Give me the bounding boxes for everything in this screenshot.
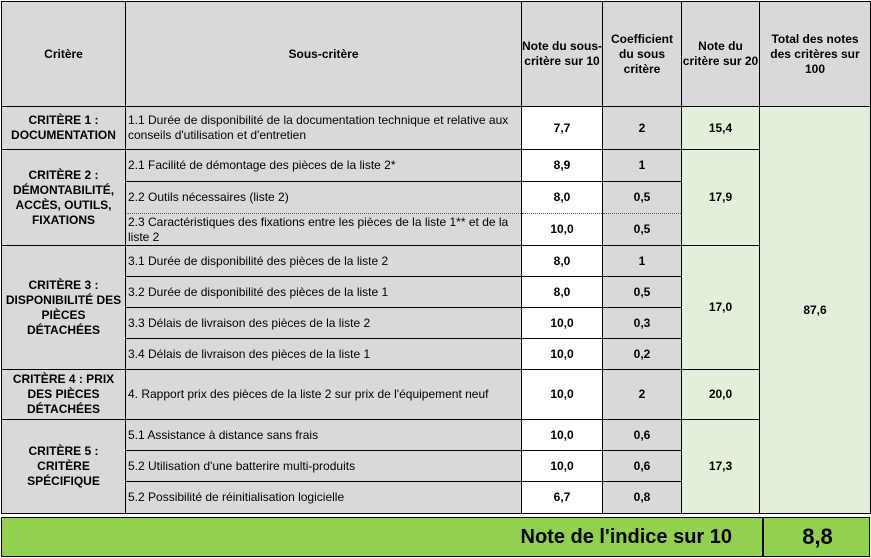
- note-sous-critere: 10,0: [522, 339, 603, 370]
- coefficient: 0,5: [603, 277, 682, 308]
- note-sous-critere: 10,0: [522, 451, 603, 482]
- header-sous-critere: Sous-critère: [126, 2, 522, 107]
- sous-critere-5-1: 5.1 Assistance à distance sans frais: [126, 420, 522, 451]
- critere-1-label: CRITÈRE 1 : DOCUMENTATION: [2, 107, 126, 150]
- total-score: 87,6: [760, 107, 871, 514]
- note-sous-critere: 10,0: [522, 308, 603, 339]
- sous-critere-5-3: 5.2 Possibilité de réinitialisation logicielle: [126, 482, 522, 514]
- header-coefficient: Coefficient du sous critère: [603, 2, 682, 107]
- coefficient: 1: [603, 150, 682, 182]
- note-sous-critere: 8,0: [522, 277, 603, 308]
- table-row: [2, 420, 871, 451]
- coefficient: 1: [603, 246, 682, 277]
- index-score-label: Note de l'indice sur 10: [520, 526, 732, 548]
- coefficient: 0,5: [603, 214, 682, 246]
- critere-5-note: 17,3: [682, 420, 760, 514]
- sous-critere-5-2: 5.2 Utilisation d'une batterire multi-produits: [126, 451, 522, 482]
- note-sous-critere: 10,0: [522, 214, 603, 246]
- note-sous-critere: 6,7: [522, 482, 603, 514]
- table-row: [2, 150, 871, 182]
- note-sous-critere: 10,0: [522, 370, 603, 420]
- note-sous-critere: 8,0: [522, 182, 603, 214]
- coefficient: 0,6: [603, 420, 682, 451]
- score-table: [1, 1, 871, 514]
- index-score-value: 8,8: [762, 518, 871, 556]
- critere-2-label: CRITÈRE 2 : DÉMONTABILITÉ, ACCÈS, OUTILS, FIXATIONS: [2, 150, 126, 246]
- critere-5-label: CRITÈRE 5 : CRITÈRE SPÉCIFIQUE: [2, 420, 126, 514]
- table-row: [2, 370, 871, 420]
- sous-critere-4: 4. Rapport prix des pièces de la liste 2 sur prix de l'équipement neuf: [126, 370, 522, 420]
- table-row: [2, 246, 871, 277]
- critere-4-label: CRITÈRE 4 : PRIX DES PIÈCES DÉTACHÉES: [2, 370, 126, 420]
- sous-critere-2-1: 2.1 Facilité de démontage des pièces de la liste 2*: [126, 150, 522, 182]
- critere-3-label: CRITÈRE 3 : DISPONIBILITÉ DES PIÈCES DÉTACHÉES: [2, 246, 126, 370]
- coefficient: 2: [603, 107, 682, 150]
- coefficient: 0,8: [603, 482, 682, 514]
- sous-critere-2-3: 2.3 Caractéristiques des fixations entre les pièces de la liste 1** et de la liste 2: [126, 214, 522, 246]
- critere-3-note: 17,0: [682, 246, 760, 370]
- sous-critere-3-3: 3.3 Délais de livraison des pièces de la liste 2: [126, 308, 522, 339]
- header-total: Total des notes des critères sur 100: [760, 2, 871, 107]
- header-critere: Critère: [2, 2, 126, 107]
- coefficient: 0,3: [603, 308, 682, 339]
- critere-4-note: 20,0: [682, 370, 760, 420]
- sous-critere-2-2: 2.2 Outils nécessaires (liste 2): [126, 182, 522, 214]
- header-row: [2, 2, 871, 107]
- note-sous-critere: 8,9: [522, 150, 603, 182]
- index-score-bar: [1, 517, 870, 557]
- table-row: [2, 107, 871, 150]
- sous-critere-3-2: 3.2 Durée de disponibilité des pièces de la liste 1: [126, 277, 522, 308]
- sous-critere-1-1: 1.1 Durée de disponibilité de la documentation technique et relative aux conseils d'utilisation et d'entretien: [126, 107, 522, 150]
- header-note-sous-critere: Note du sous-critère sur 10: [522, 2, 603, 107]
- critere-1-note: 15,4: [682, 107, 760, 150]
- note-sous-critere: 8,0: [522, 246, 603, 277]
- note-sous-critere: 7,7: [522, 107, 603, 150]
- coefficient: 0,6: [603, 451, 682, 482]
- note-sous-critere: 10,0: [522, 420, 603, 451]
- critere-2-note: 17,9: [682, 150, 760, 246]
- coefficient: 2: [603, 370, 682, 420]
- coefficient: 0,2: [603, 339, 682, 370]
- sous-critere-3-1: 3.1 Durée de disponibilité des pièces de la liste 2: [126, 246, 522, 277]
- header-note-critere: Note du critère sur 20: [682, 2, 760, 107]
- coefficient: 0,5: [603, 182, 682, 214]
- sous-critere-3-4: 3.4 Délais de livraison des pièces de la liste 1: [126, 339, 522, 370]
